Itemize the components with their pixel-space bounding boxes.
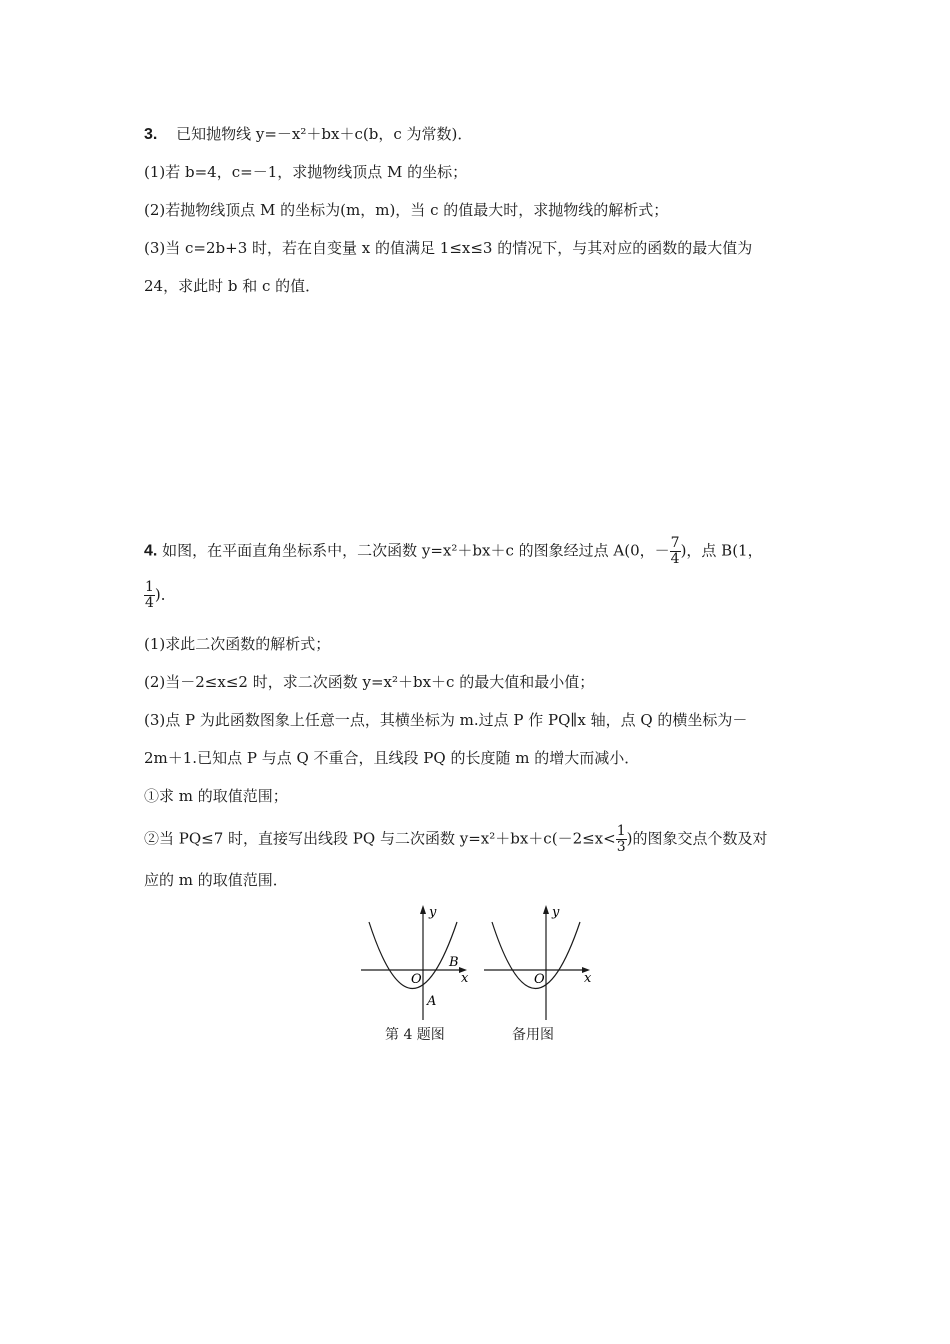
q3-part1: (1)若 b=4，c=－1，求抛物线顶点 M 的坐标； (144, 163, 468, 181)
svg-text:A: A (427, 994, 437, 1009)
q4-part1: (1)求此二次函数的解析式； (144, 635, 331, 653)
svg-text:O: O (534, 972, 545, 987)
fraction-1-3: $\frac{1}{3}$ (616, 823, 626, 855)
figure-q4-caption: 第 4 题图 (385, 1027, 445, 1043)
q3-part3-line2: 24，求此时 b 和 c 的值． (144, 277, 321, 295)
svg-text:B: B (449, 955, 459, 970)
q4-part2: (2)当－2≤x≤2 时，求二次函数 y=x²＋bx＋c 的最大值和最小值； (144, 673, 595, 691)
svg-text:x: x (461, 971, 469, 986)
q3-number: 3. (144, 126, 158, 143)
q4-part3-line1: (3)点 P 为此函数图象上任意一点，其横坐标为 m.过点 P 作 PQ∥x 轴，点 Q 的横坐标为－ (144, 711, 748, 729)
svg-text:y: y (552, 905, 560, 920)
fraction-1-4: $\frac{1}{4}$ (145, 579, 154, 611)
svg-text:y: y (429, 905, 437, 920)
q4-sub1: ①求 m 的取值范围； (144, 787, 288, 805)
svg-text:x: x (584, 971, 592, 986)
figure-spare-graph (478, 900, 598, 1022)
q4-number: 4. (144, 542, 158, 560)
q4-part3-line2: 2m＋1.已知点 P 与点 Q 不重合，且线段 PQ 的长度随 m 的增大而减小． (144, 749, 640, 767)
fraction-7-4: $\frac{7}{4}$ (670, 535, 680, 567)
q3-part3-line1: (3)当 c=2b+3 时，若在自变量 x 的值满足 1≤x≤3 的情况下，与其对应的函数的最大值为 (144, 239, 753, 257)
q4-stem: 4. 如图，在平面直角坐标系中，二次函数 y=x²＋bx＋c 的图象经过点 A(0，－ $\frac{7}{4}$ )，点 B(1， (144, 535, 763, 567)
q4-sub2-line2: 应的 m 的取值范围． (144, 871, 288, 889)
q3-part2: (2)若抛物线顶点 M 的坐标为(m，m)，当 c 的值最大时，求抛物线的解析式； (144, 201, 669, 219)
figure-q4-graph (355, 900, 475, 1022)
figure-spare-caption: 备用图 (512, 1027, 554, 1043)
q4-stem-cont: $\frac{1}{4}$ )． (145, 579, 176, 611)
q3-stem: 3. 已知抛物线 y=－x²＋bx＋c(b，c 为常数)． (144, 125, 473, 143)
svg-text:O: O (411, 972, 422, 987)
q4-sub2-line1: ②当 PQ≤7 时，直接写出线段 PQ 与二次函数 y=x²＋bx＋c(－2≤x< $\frac{1}{3}$ )的图象交点个数及对 (144, 823, 768, 855)
